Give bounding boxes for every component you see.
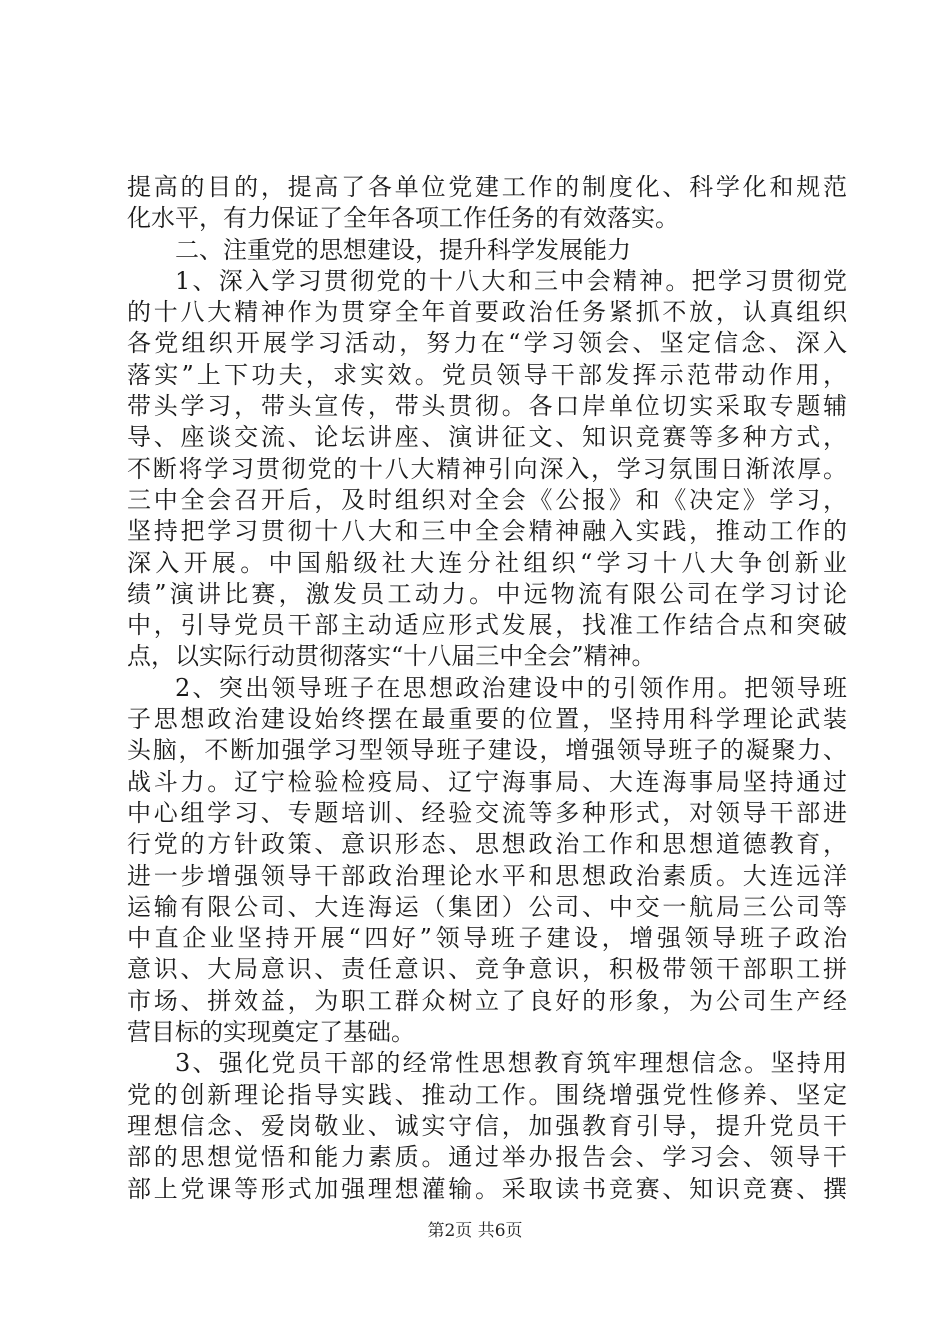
text-line: 营目标的实现奠定了基础。	[127, 1018, 415, 1047]
text-line: 绩”演讲比赛，激发员工动力。中远物流有限公司在学习讨论	[127, 579, 847, 608]
text-line: 子思想政治建设始终摆在最重要的位置，坚持用科学理论武装	[127, 705, 847, 734]
text-line: 坚持把学习贯彻十八大和三中全会精神融入实践，推动工作的	[127, 517, 847, 546]
text-line: 化水平，有力保证了全年各项工作任务的有效落实。	[127, 204, 679, 233]
text-line: 深入开展。中国船级社大连分社组织“学习十八大争创新业	[127, 548, 847, 577]
text-line: 中心组学习、专题培训、经验交流等多种形式，对领导干部进	[127, 798, 847, 827]
text-line: 部的思想觉悟和能力素质。通过举办报告会、学习会、领导干	[127, 1143, 847, 1172]
text-line: 中直企业坚持开展“四好”领导班子建设，增强领导班子政治	[127, 924, 847, 953]
text-line: 各党组织开展学习活动，努力在“学习领会、坚定信念、深入	[127, 329, 847, 358]
text-line: 运输有限公司、大连海运（集团）公司、中交一航局三公司等	[127, 892, 847, 921]
text-line: 部上党课等形式加强理想灌输。采取读书竞赛、知识竞赛、撰	[127, 1174, 847, 1203]
text-line: 理想信念、爱岗敬业、诚实守信，加强教育引导，提升党员干	[127, 1111, 847, 1140]
text-line: 行党的方针政策、意识形态、思想政治工作和思想道德教育，	[127, 830, 847, 859]
text-line: 导、座谈交流、论坛讲座、演讲征文、知识竞赛等多种方式，	[127, 423, 847, 452]
text-line: 党的创新理论指导实践、推动工作。围绕增强党性修养、坚定	[127, 1080, 847, 1109]
text-line: 头脑，不断加强学习型领导班子建设，增强领导班子的凝聚力、	[127, 736, 847, 765]
text-line: 的十八大精神作为贯穿全年首要政治任务紧抓不放，认真组织	[127, 298, 847, 327]
text-line: 三中全会召开后，及时组织对全会《公报》和《决定》学习，	[127, 485, 847, 514]
text-line: 进一步增强领导干部政治理论水平和思想政治素质。大连远洋	[127, 861, 847, 890]
document-body	[127, 172, 847, 1205]
text-line: 2、突出领导班子在思想政治建设中的引领作用。把领导班	[175, 673, 847, 702]
text-line: 提高的目的，提高了各单位党建工作的制度化、科学化和规范	[127, 173, 847, 201]
text-line: 不断将学习贯彻党的十八大精神引向深入，学习氛围日渐浓厚。	[127, 454, 847, 483]
page-footer: 第2页 共6页	[427, 1221, 523, 1241]
text-line: 3、强化党员干部的经常性思想教育筑牢理想信念。坚持用	[175, 1049, 847, 1078]
text-line: 中，引导党员干部主动适应形式发展，找准工作结合点和突破	[127, 611, 847, 640]
text-line: 二、注重党的思想建设，提升科学发展能力	[175, 235, 631, 264]
text-line: 意识、大局意识、责任意识、竞争意识，积极带领干部职工拼	[127, 955, 847, 984]
text-line: 落实”上下功夫，求实效。党员领导干部发挥示范带动作用，	[127, 360, 847, 389]
text-line: 点，以实际行动贯彻落实“十八届三中全会”精神。	[127, 642, 656, 671]
text-line: 市场、拼效益，为职工群众树立了良好的形象，为公司生产经	[127, 986, 847, 1015]
text-line: 1、深入学习贯彻党的十八大和三中会精神。把学习贯彻党	[175, 266, 847, 295]
text-line: 战斗力。辽宁检验检疫局、辽宁海事局、大连海事局坚持通过	[127, 767, 847, 796]
text-line: 带头学习，带头宣传，带头贯彻。各口岸单位切实采取专题辅	[127, 392, 847, 421]
